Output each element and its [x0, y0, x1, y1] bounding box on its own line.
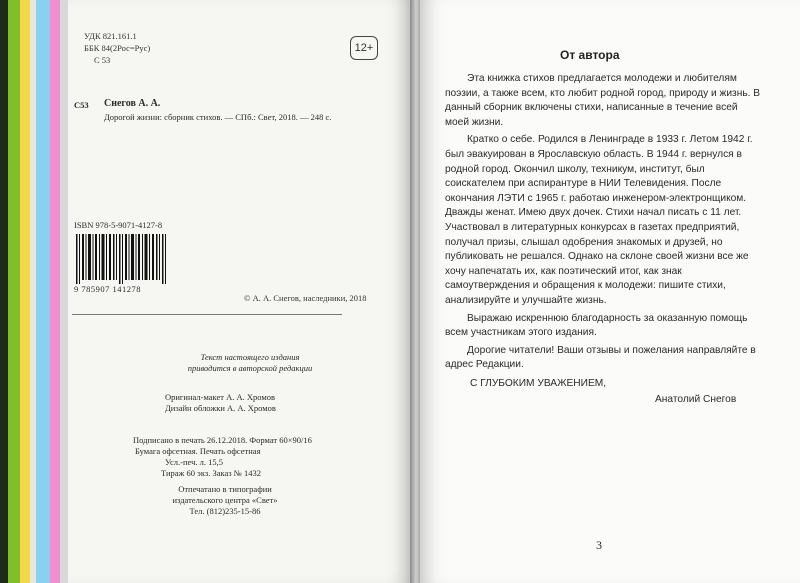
layout-credit: Оригинал-макет А. А. Хромов: [165, 392, 275, 402]
edition-note-line: Текст настоящего издания: [200, 352, 300, 362]
copyright: © А. А. Снегов, наследники, 2018: [244, 293, 367, 303]
press-line: Тел. (812)235-15-86: [189, 506, 261, 516]
preface-body: [445, 72, 763, 376]
closing-line: С ГЛУБОКИМ УВАЖЕНИЕМ,: [470, 378, 607, 389]
paragraph: Дорогие читатели! Ваши отзывы и пожелания направляйте в адрес Редакции.: [445, 344, 756, 371]
author-mark-code: С53: [74, 100, 89, 110]
author-mark-line: С 53: [94, 55, 111, 65]
isbn: ISBN 978-5-9071-4127-8: [74, 220, 163, 230]
cover-edge-stripes: [0, 0, 68, 583]
divider: [72, 314, 342, 315]
edition-note: [150, 352, 350, 374]
paragraph: Выражаю искреннюю благодарность за оказанную помощь всем участникам этого издания.: [445, 312, 748, 339]
age-rating-badge: 12+: [350, 36, 378, 60]
paragraph: Эта книжка стихов предлагается молодежи и любителям поэзии, а также всем, кто любит родной город, природу и жизнь. В данный сборник включены стихи, написанные в течение всей моей жизни.: [445, 73, 761, 128]
page-title: От автора: [560, 48, 620, 62]
paragraph: Кратко о себе. Родился в Ленинграде в 1933 г. Летом 1942 г. был эвакуирован в Ярославскую область. В 1944 г. вернулся в родной город. Окончил школу, техникум, институт, был соискателем при аспирантуре в НИИ Телевидения. После окончания ЛЭТИ с 1965 г. работаю инженером-электронщиком. Дважды женат. Имею двух дочек. Стихи начал писать с 11 лет. Участвовал в литературных конкурсах в газетах предприятий, получал призы, слышал одобрения знакомых и друзей, но публиковать не решался. Однако на склоне своей жизни все же хочу напечатать их, как поэтический итог, как знак самоутверждения и обращения к молодежи: пишите стихи, анализируйте и улучшайте жизнь.: [445, 134, 753, 306]
cover-credit: Дизайн обложки А. А. Хромов: [165, 403, 276, 413]
edition-note-line: приводится в авторской редакции: [187, 363, 313, 373]
signature: Анатолий Снегов: [655, 394, 737, 405]
barcode-number: 9 785907 141278: [74, 284, 141, 294]
press-line: Отпечатано в типографии: [178, 484, 272, 494]
bibliographic-entry: Дорогой жизни: сборник стихов. — СПб.: Свет, 2018. — 248 с.: [104, 112, 332, 122]
credits: [165, 392, 276, 414]
udk-block: [84, 30, 150, 66]
udk-line: УДК 821.161.1: [84, 31, 137, 41]
bbk-line: ББК 84(2Рос=Рус): [84, 43, 151, 53]
print-line: Усл.-печ. л. 15,5: [165, 457, 223, 467]
print-line: Подписано в печать 26.12.2018. Формат 60×90/16: [133, 435, 312, 445]
printing-house: [150, 484, 300, 517]
author-name: Снегов А. А.: [104, 98, 161, 109]
print-line: Бумага офсетная. Печать офсетная: [135, 446, 261, 456]
print-info: [133, 435, 312, 479]
press-line: издательского центра «Свет»: [172, 495, 278, 505]
page-number: 3: [596, 538, 602, 552]
print-line: Тираж 60 экз. Заказ № 1432: [161, 468, 261, 478]
barcode: [76, 234, 168, 284]
